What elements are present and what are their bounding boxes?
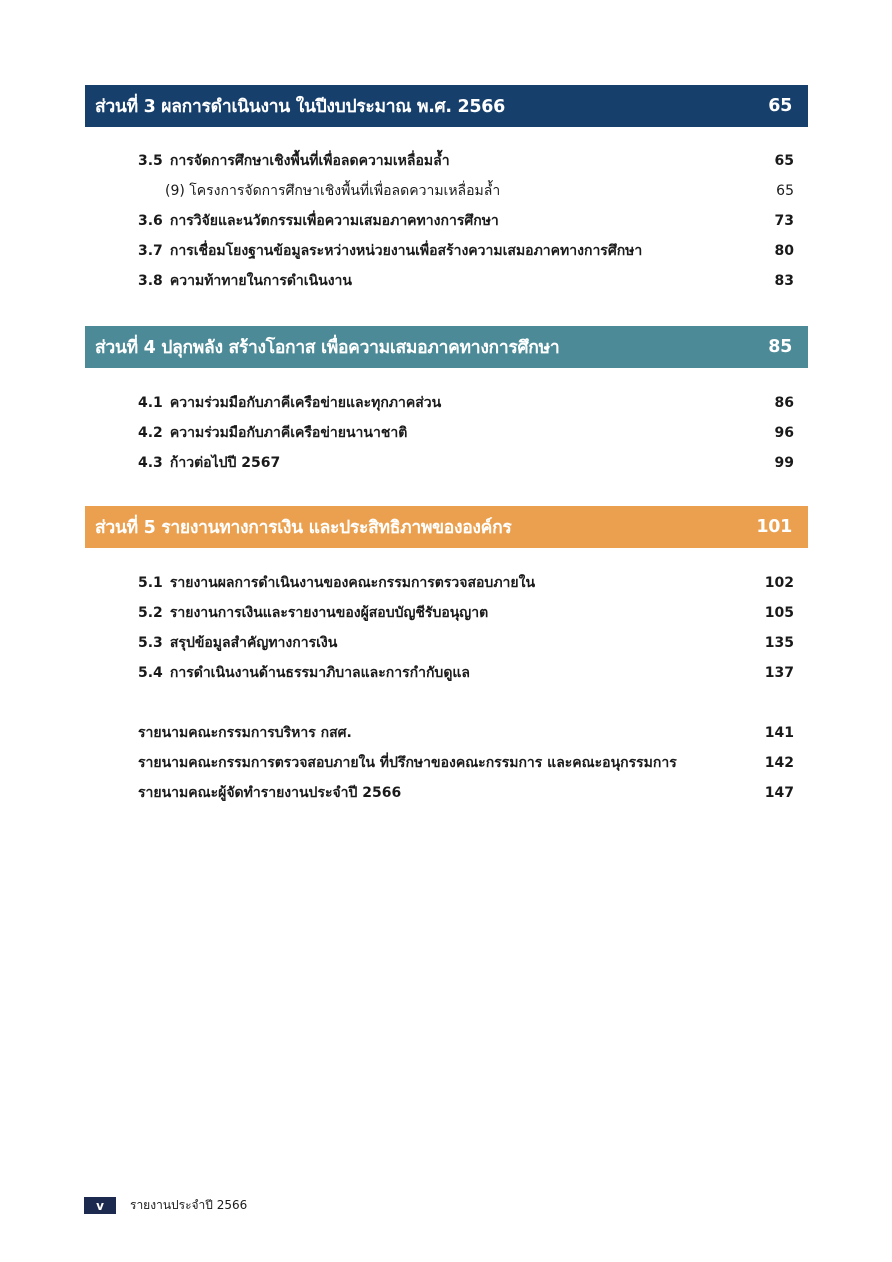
section-page: 85 — [768, 337, 792, 357]
toc-entry[interactable] — [138, 266, 794, 296]
toc-entry[interactable] — [138, 448, 794, 478]
toc-entry[interactable] — [138, 778, 794, 808]
entry-number: 4.3 — [138, 455, 163, 471]
entry-page: 135 — [764, 635, 794, 651]
entry-title: การดำเนินงานด้านธรรมาภิบาลและการกำกับดูแล — [169, 665, 471, 681]
entry-page: 73 — [774, 213, 794, 229]
entry-title: ความร่วมมือกับภาคีเครือข่ายนานาชาติ — [169, 425, 408, 441]
entry-title: สรุปข้อมูลสำคัญทางการเงิน — [169, 635, 338, 651]
toc-entry[interactable] — [138, 718, 794, 748]
page-footer — [84, 1196, 247, 1215]
entry-title: ความท้าทายในการดำเนินงาน — [169, 273, 352, 289]
entry-title: รายงานผลการดำเนินงานของคณะกรรมการตรวจสอบภายใน — [169, 575, 536, 591]
section-header-5[interactable] — [85, 506, 808, 548]
toc-entry[interactable] — [138, 748, 794, 778]
toc-subentry[interactable] — [138, 176, 794, 206]
entry-page: 83 — [774, 273, 794, 289]
toc-entry[interactable] — [138, 658, 794, 688]
entry-number: 5.3 — [138, 635, 163, 651]
entry-page: 137 — [764, 665, 794, 681]
toc-list-appendix — [138, 718, 794, 808]
entry-title: รายนามคณะกรรมการตรวจสอบภายใน ที่ปรึกษาของคณะกรรมการ และคณะอนุกรรมการ — [138, 755, 677, 771]
entry-title: ความร่วมมือกับภาคีเครือข่ายและทุกภาคส่วน — [169, 395, 442, 411]
entry-page: 105 — [764, 605, 794, 621]
section-title: ส่วนที่ 4 ปลุกพลัง สร้างโอกาส เพื่อความเสมอภาคทางการศึกษา — [95, 338, 560, 358]
entry-title: รายนามคณะกรรมการบริหาร กสศ. — [138, 725, 352, 741]
section-header-4[interactable] — [85, 326, 808, 368]
entry-page: 142 — [764, 755, 794, 771]
entry-title: (9) โครงการจัดการศึกษาเชิงพื้นที่เพื่อลดความเหลื่อมล้ำ — [165, 183, 501, 199]
toc-entry[interactable] — [138, 388, 794, 418]
entry-page: 102 — [764, 575, 794, 591]
section-page: 101 — [756, 517, 792, 537]
toc-entry[interactable] — [138, 568, 794, 598]
toc-entry[interactable] — [138, 146, 794, 176]
section-header-3[interactable] — [85, 85, 808, 127]
section-page: 65 — [768, 96, 792, 116]
entry-number: 3.5 — [138, 153, 163, 169]
page-number: v — [84, 1197, 116, 1214]
entry-title: ก้าวต่อไปปี 2567 — [169, 455, 281, 471]
entry-page: 147 — [764, 785, 794, 801]
entry-title: การจัดการศึกษาเชิงพื้นที่เพื่อลดความเหลื่อมล้ำ — [169, 153, 450, 169]
toc-entry[interactable] — [138, 598, 794, 628]
entry-number: 3.7 — [138, 243, 163, 259]
toc-entry[interactable] — [138, 418, 794, 448]
section-title: ส่วนที่ 3 ผลการดำเนินงาน ในปีงบประมาณ พ.ศ. 2566 — [95, 97, 505, 117]
entry-number: 4.2 — [138, 425, 163, 441]
toc-list-section-4 — [138, 388, 794, 478]
entry-title: รายนามคณะผู้จัดทำรายงานประจำปี 2566 — [138, 785, 402, 801]
entry-page: 141 — [764, 725, 794, 741]
entry-number: 5.2 — [138, 605, 163, 621]
toc-list-section-3 — [138, 146, 794, 296]
entry-number: 5.4 — [138, 665, 163, 681]
entry-title: การเชื่อมโยงฐานข้อมูลระหว่างหน่วยงานเพื่อสร้างความเสมอภาคทางการศึกษา — [169, 243, 643, 259]
footer-report-title: รายงานประจำปี 2566 — [130, 1198, 248, 1212]
section-title: ส่วนที่ 5 รายงานทางการเงิน และประสิทธิภาพขององค์กร — [95, 518, 512, 538]
entry-page: 96 — [774, 425, 794, 441]
entry-page: 86 — [774, 395, 794, 411]
toc-entry[interactable] — [138, 628, 794, 658]
entry-title: การวิจัยและนวัตกรรมเพื่อความเสมอภาคทางการศึกษา — [169, 213, 499, 229]
entry-number: 3.8 — [138, 273, 163, 289]
entry-page: 80 — [774, 243, 794, 259]
entry-title: รายงานการเงินและรายงานของผู้สอบบัญชีรับอนุญาต — [169, 605, 489, 621]
entry-page: 65 — [774, 153, 794, 169]
entry-number: 3.6 — [138, 213, 163, 229]
toc-entry[interactable] — [138, 236, 794, 266]
entry-number: 4.1 — [138, 395, 163, 411]
toc-entry[interactable] — [138, 206, 794, 236]
entry-page: 65 — [776, 183, 794, 199]
entry-number: 5.1 — [138, 575, 163, 591]
toc-list-section-5 — [138, 568, 794, 688]
entry-page: 99 — [774, 455, 794, 471]
